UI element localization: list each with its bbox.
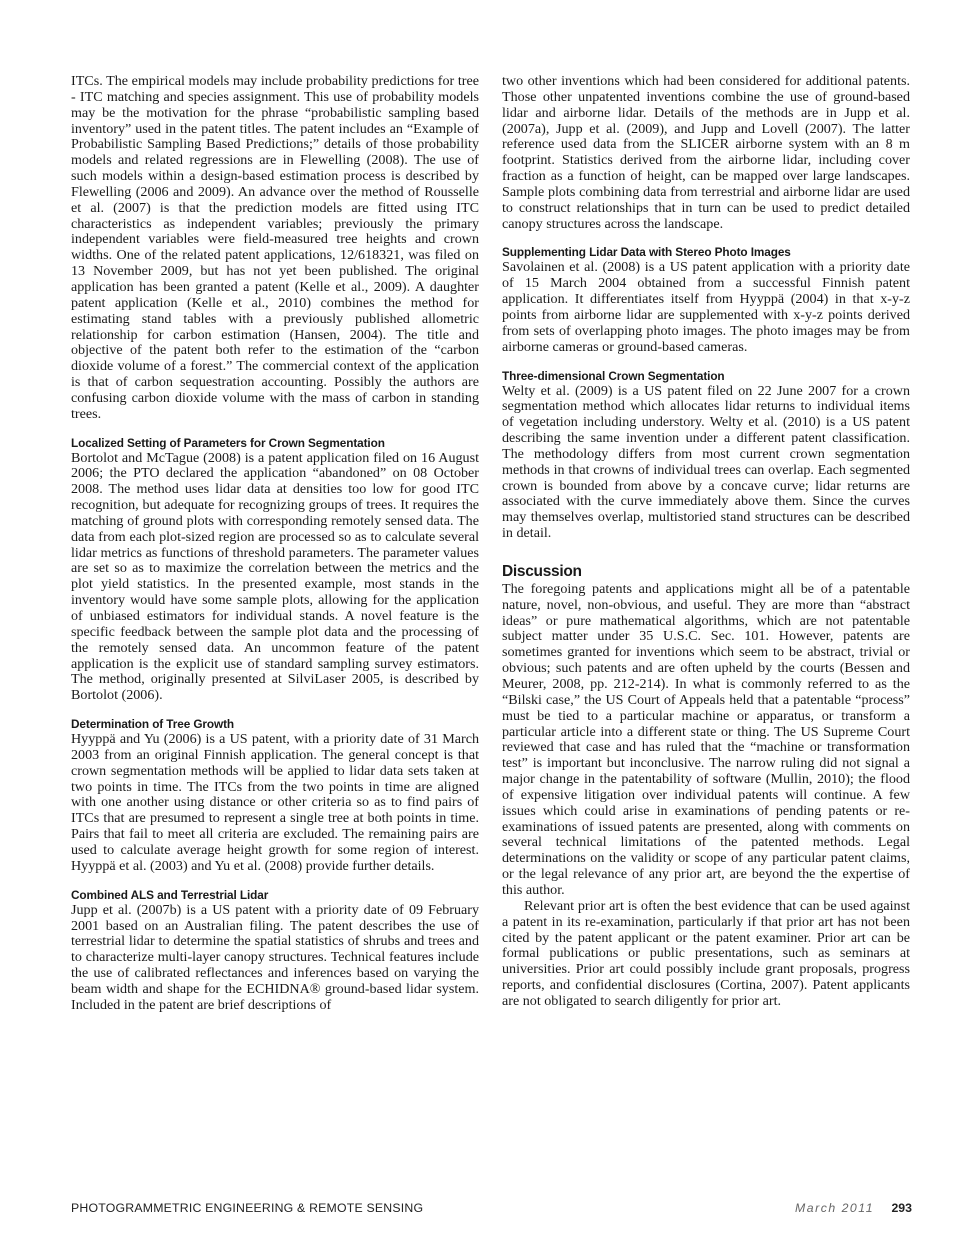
right-paragraph-3: Welty et al. (2009) is a US patent filed on 22 June 2007 for a crown segmentation method which allocates lidar returns to individual items of vegetation including understory. Welty et al. (2010) is a US patent describing the same invention under a different patent classification. The methodology differs from most current crown segmentation methods in that crowns of individual trees can overlap. Each segmented crown is bounded from above by a concave curve; lidar returns are associated with the curve immediately above them. Since the curves may themselves overlap, multistoried stand structures can be described in detail. — [502, 382, 910, 542]
heading-tree-growth: Determination of Tree Growth — [71, 717, 235, 732]
footer-journal-name: PHOTOGRAMMETRIC ENGINEERING & REMOTE SENSING — [71, 1201, 424, 1215]
left-paragraph-1: ITCs. The empirical models may include probability predictions for tree - ITC matching and species assignment. This use of probability models may be the motivation for the phrase “probabilistic sampling based inventory” used in the patent titles. The patent includes an “Example of Probabilistic Sampling Based Predictions;” details of those probability models and related regressions are in Flewelling (2008). The use of such models within a design-based estimation process is described by Flewelling (2006 and 2009). An advance over the method of Rousselle et al. (2007) is that the prediction models are fitted using ITC characteristics as independent variables; previously the primary independent variables were field-measured tree heights and crown widths. One of the related patent applications, 12/618321, was filed on 13 November 2009, but has not yet been published. The original application has been granted a patent (Kelle et al., 2009). A daughter patent application (Kelle et al., 2010) combines the method for estimating stand tables with a previously published allometric relationship for carbon estimation (Hansen, 2004). The title and objective of the patent both refer to the estimation of the “carbon dioxide volume of a forest.” The commercial context of the application is that of carbon sequestration accounting. Possibly the authors are confusing carbon dioxide volume with the mass of carbon in standing trees. — [71, 73, 479, 422]
right-paragraph-4: The foregoing patents and applications might all be of a patentable nature, novel, non-obvious, and useful. They are more than “abstract ideas” or pure mathematical algorithms, which are not patentable subject matter under 35 U.S.C. Sec. 101. However, patents are sometimes granted for inventions which seem to be abstract, trivial or obvious; such patents and are often upheld by the courts (Bessen and Meurer, 2008, pp. 212-214). In what is commonly referred to as the “Bilski case,” the US Court of Appeals held that a patentable “process” must be tied to a particular machine or apparatus, or transform a particular article into a different state or thing. The US Supreme Court reviewed that case and has ruled that the “machine or transformation test” is important but inconclusive. The narrow ruling did not signal a major change in the patentability of software (Mullin, 2010); the flood of expensive litigation over individual patents will continue. A few issues which could arise in examinations of pending patents or re-examinations of issued patents are presented, along with comments on several technical limitations of the patented methods. Legal determinations on the validity or scope of any particular patent claims, or the legal relevance of any prior art, are beyond the the expertise of this author. — [502, 580, 910, 898]
right-paragraph-5: Relevant prior art is often the best evidence that can be used against a patent in its re-examination, particularly if that prior art has not been cited by the patent applicant or the patent examiner. Prior art can be formal publications or public presentations, such as seminars at universities. Prior art could possibly include grant proposals, progress reports, and confidential disclosures (Cortina, 2007). Patent applicants are not obligated to search diligently for prior art. — [502, 897, 910, 1009]
left-paragraph-4: Jupp et al. (2007b) is a US patent with a priority date of 09 February 2001 based on an Australian filing. The patent describes the use of terrestrial lidar to determine the spatial statistics of shrubs and trees and to characterize multi-layer canopy structures. Technical features include the use of calibrated reflectances and inferences based on varying the beam width and shape for the ECHIDNA® ground-based lidar system. Included in the patent are brief descriptions of — [71, 901, 479, 1013]
right-paragraph-1: two other inventions which had been considered for additional patents. Those other unpatented inventions combine the use of ground-based lidar and airborne lidar. Details of the methods are in Jupp et al. (2007a), Jupp et al. (2009), and Jupp and Lovell (2007). The latter reference used data from the SLICER airborne system with an 8 m footprint. Statistics derived from the airborne lidar, including cover fraction as a function of height, can be mapped over large landscapes. Sample plots combining data from terrestrial and airborne lidar are used to construct relationships that in turn can be used to predict detailed canopy structures across the landscape. — [502, 73, 910, 232]
heading-combined-lidar: Combined ALS and Terrestrial Lidar — [71, 887, 269, 902]
right-column — [502, 74, 910, 1010]
right-paragraph-2: Savolainen et al. (2008) is a US patent application with a priority date of 15 March 2004 obtained from a successful Finnish patent application. It differentiates itself from Hyyppä (2004) in that x-y-z points from airborne lidar are supplemented with x-y-z points derived from sets of overlapping photo images. The photo images may be from airborne cameras or ground-based cameras. — [502, 259, 910, 355]
page-number: 293 — [891, 1201, 912, 1215]
heading-discussion: Discussion — [502, 562, 582, 580]
heading-stereo-photo: Supplementing Lidar Data with Stereo Photo Images — [502, 245, 791, 260]
left-column — [71, 74, 479, 1014]
left-paragraph-2: Bortolot and McTague (2008) is a patent application filed on 16 August 2006; the PTO declared the application “abandoned” on 08 October 2008. The method uses lidar data at densities too low for good ITC recognition, but adequate for recognizing groups of trees. It requires the matching of ground plots with corresponding remotely sensed data. The data from each plot-sized region are processed so as to calculate several lidar metrics as functions of threshold parameters. The parameter values are set so as to maximize the correlation between the metrics and the plot yield statistics. In the presented example, most stands in the inventory would have some sample plots, allowing for the application of unbiased estimators for individual stands. A novel feature is the specific feedback between the sample plot data and the processing of the remotely sensed data. An uncommon feature of the patent application is the explicit use of standard sampling survey estimators. The method, originally presented at SilviLaser 2005, is described by Bortolot (2006). — [71, 449, 479, 704]
heading-localized-setting: Localized Setting of Parameters for Crown Segmentation — [71, 435, 385, 450]
footer-date: March 2011 — [795, 1201, 875, 1215]
footer-right — [795, 1201, 912, 1215]
heading-3d-segmentation: Three-dimensional Crown Segmentation — [502, 368, 725, 383]
left-paragraph-3: Hyyppä and Yu (2006) is a US patent, with a priority date of 31 March 2003 from an original Finnish application. The general concept is that crown segmentation methods will be applied to lidar data sets taken at two points in time. The ITCs from the two points in time are aligned with one another using distance or other criteria so as to find pairs of ITCs that are presumed to represent a single tree at both points in time. Pairs that fail to meet all criteria are excluded. The remaining pairs are used to calculate average height growth for some region of interest. Hyyppä et al. (2003) and Yu et al. (2008) provide further details. — [71, 731, 479, 874]
